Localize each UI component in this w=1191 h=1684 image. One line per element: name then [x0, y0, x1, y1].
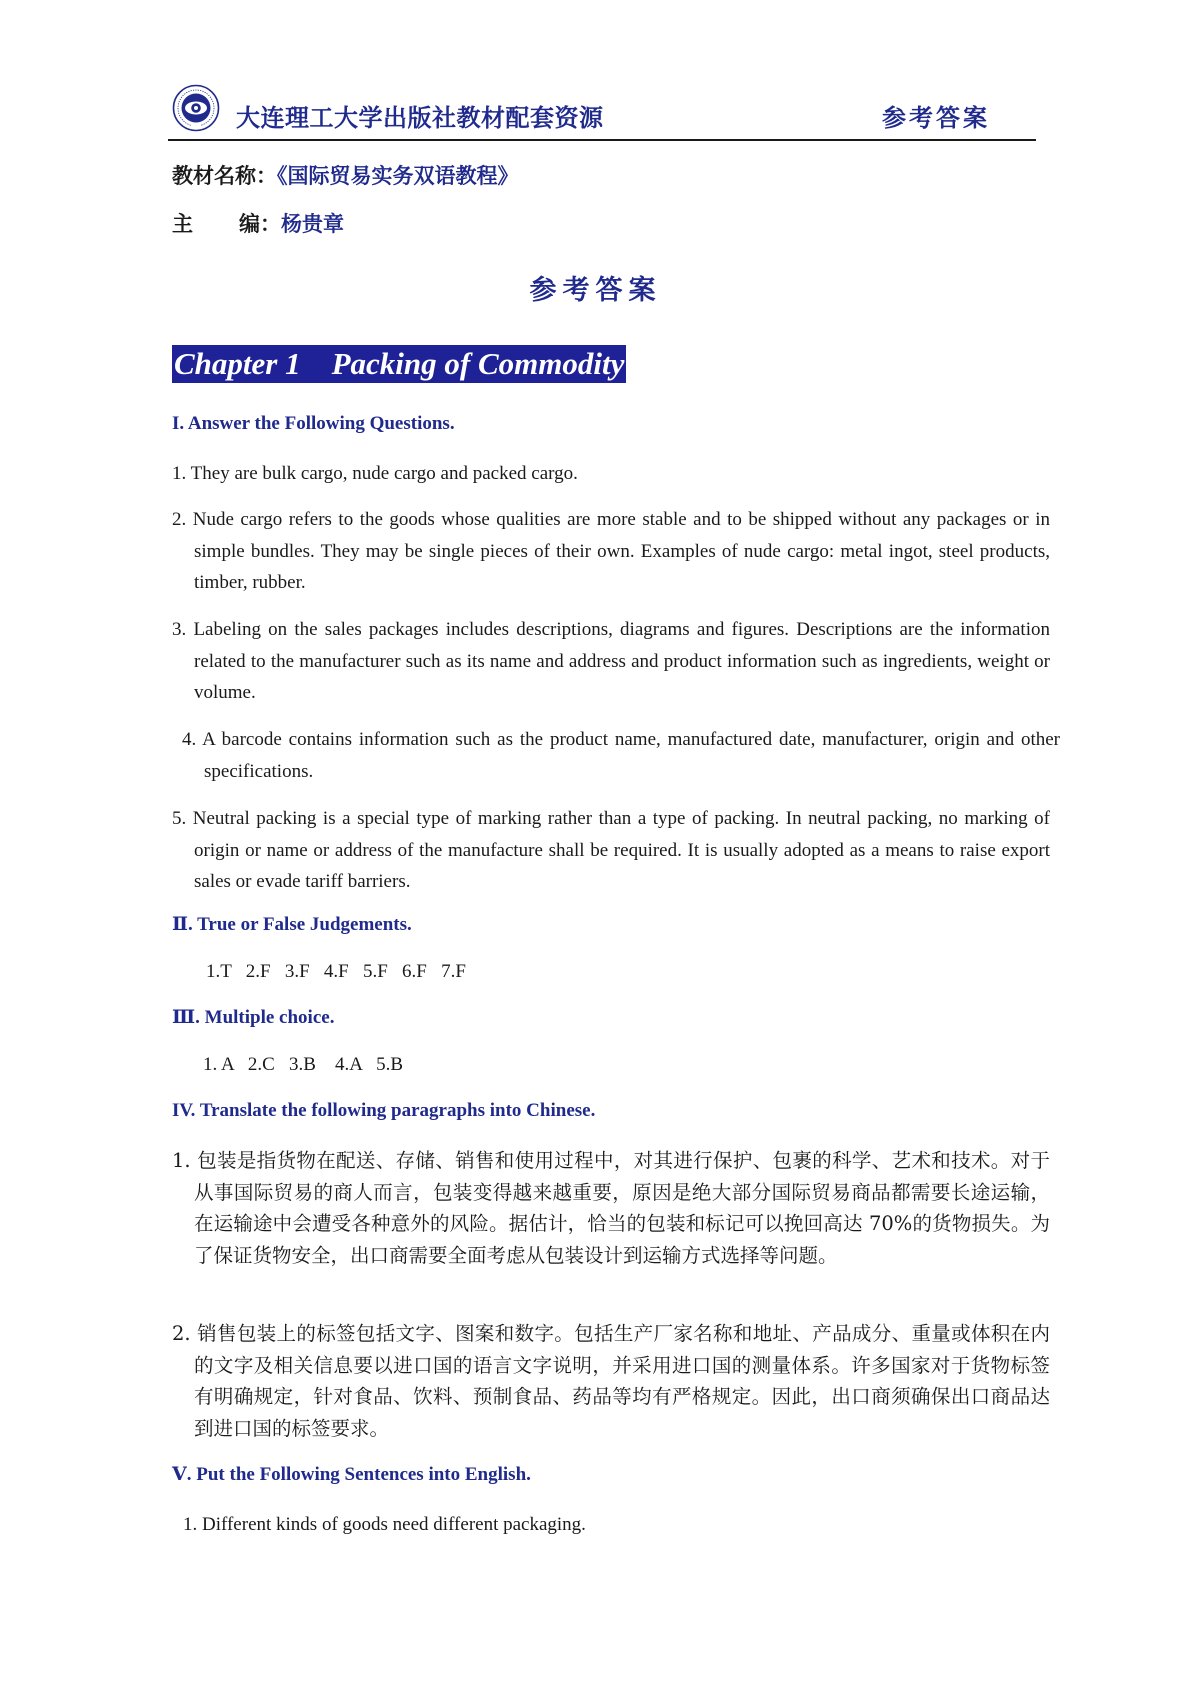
- section-heading-4: IV. Translate the following paragraphs into Chinese.: [172, 1100, 596, 1121]
- section-heading-3: Ⅲ. Multiple choice.: [172, 1007, 335, 1028]
- university-seal-icon: [172, 84, 220, 132]
- textbook-key: 教材名称：: [172, 164, 277, 188]
- answer-item-5: 5. Neutral packing is a special type of marking rather than a type of packing. In neutral packing, no marking of origin or name or address of the manufacture shall be required. It is usually adopted as a means to raise export sales or evade tariff barriers.: [172, 808, 1050, 892]
- answer-item-1: 1. They are bulk cargo, nude cargo and packed cargo.: [172, 463, 578, 484]
- translation-item-1: 1. 包装是指货物在配送、存储、销售和使用过程中，对其进行保护、包裹的科学、艺术和技术。对于从事国际贸易的商人而言，包装变得越来越重要，原因是绝大部分国际贸易商品都需要长途运输，在运输途中会遭受各种意外的风险。据估计，恰当的包装和标记可以挽回高达 70%的货物损失。为了保证货物安全，出口商需要全面考虑从包装设计到运输方式选择等问题。: [172, 1149, 1050, 1267]
- publisher-name: 大连理工大学出版社教材配套资源: [236, 104, 604, 132]
- textbook-line: [172, 160, 519, 190]
- translation-item-2: 2. 销售包装上的标签包括文字、图案和数字。包括生产厂家名称和地址、产品成分、重量或体积在内的文字及相关信息要以进口国的语言文字说明，并采用进口国的测量体系。许多国家对于货物标签有明确规定，针对食品、饮料、预制食品、药品等均有严格规定。因此，出口商须确保出口商品达到进口国的标签要求。: [172, 1322, 1050, 1440]
- editor-name: 杨贵章: [281, 212, 344, 236]
- editor-line: [172, 208, 344, 238]
- multiple-choice-answers: 1. A 2.C 3.B 4.A 5.B: [203, 1054, 404, 1075]
- page-title: 参考答案: [529, 275, 662, 306]
- answer-item-4: 4. A barcode contains information such as the product name, manufactured date, manufacturer, origin and other specifications.: [182, 729, 1060, 782]
- answer-item-2: 2. Nude cargo refers to the goods whose qualities are more stable and to be shipped without any packages or in simple bundles. They may be single pieces of their own. Examples of nude cargo: metal ingot, steel products, timber, rubber.: [172, 509, 1050, 593]
- true-false-answers: 1.T 2.F 3.F 4.F 5.F 6.F 7.F: [206, 961, 466, 982]
- header-label: 参考答案: [882, 104, 990, 132]
- section-heading-2: Ⅱ. True or False Judgements.: [172, 914, 412, 935]
- editor-key-1: 主: [172, 212, 193, 236]
- english-sentence-1: 1. Different kinds of goods need different packaging.: [183, 1514, 586, 1535]
- textbook-title: 《国际贸易实务双语教程》: [277, 164, 519, 188]
- section-heading-1: I. Answer the Following Questions.: [172, 413, 455, 434]
- section-heading-5: Ⅴ. Put the Following Sentences into English.: [172, 1464, 531, 1485]
- page-header: [168, 84, 1036, 141]
- answer-item-3: 3. Labeling on the sales packages includes descriptions, diagrams and figures. Descriptions are the information related to the manufacturer such as its name and address and product information such as ingredients, weight or volume.: [172, 619, 1050, 703]
- chapter-heading: Chapter 1 Packing of Commodity: [174, 346, 625, 381]
- editor-key-2: 编：: [239, 212, 281, 236]
